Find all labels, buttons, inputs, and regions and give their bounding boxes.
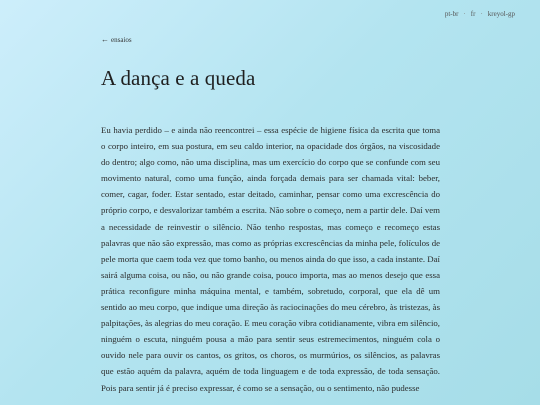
arrow-left-icon: ← [101,35,109,44]
language-switcher [445,10,515,18]
back-to-essays-link[interactable] [101,36,132,44]
back-link-label: ensaios [111,36,132,44]
lang-link-pt-br[interactable]: pt-br [444,10,459,18]
lang-link-kreyol-gp[interactable]: kreyol-gp [487,10,515,18]
lang-separator: · [463,10,466,18]
article-body: Eu havia perdido – e ainda não reencontrei – essa espécie de higiene física da escrita que toma o corpo inteiro, em sua postura, em seu caldo interior, na opacidade dos órgãos, na viscosidade do dentro; algo como, não uma disciplina, mas um exercício do corpo que se confunde com seu movimento natural, como uma função, ainda forçada demais para ser chamada vital: beber, comer, cagar, foder. Estar sentado, estar deitado, caminhar, pensar como uma excrescência do próprio corpo, e desvalorizar também a escrita. Não sobre o começo, nem a partir dele. Daí vem a necessidade de reinvestir o silêncio. Não tenho respostas, mas começo e recomeço estas palavras que não são expressão, mas como as próprias excrescências da minha pele, folículos de pele morta que caem toda vez que tomo banho, ou menos ainda do que isso, a cada instante. Daí sairá alguma coisa, ou não, ou não grande coisa, pouco importa, mas ao menos desejo que essa prática reconfigure minha máquina mental, e também, sobretudo, corporal, que ela dê um sentido ao meu corpo, que indique uma direção às raciocinações do meu cérebro, às tristezas, às palpitações, às alegrias do meu coração. E meu coração vibra cotidianamente, vibra em silêncio, ninguém o escuta, ninguém pousa a mão para sentir seus estremecimentos, ninguém cola o ouvido nele para ouvir os cantos, os gritos, os choros, os murmúrios, os silêncios, as palavras que estão aquém da palavra, aquém de toda linguagem e de toda expressão, de toda sensação. Pois para sentir já é preciso expressar, é como se a sensação, ou o sentimento, não pudesse [101,125,440,393]
lang-link-fr[interactable]: fr [470,10,476,18]
article-title: A dança e a queda [101,66,256,90]
lang-separator: · [480,10,483,18]
